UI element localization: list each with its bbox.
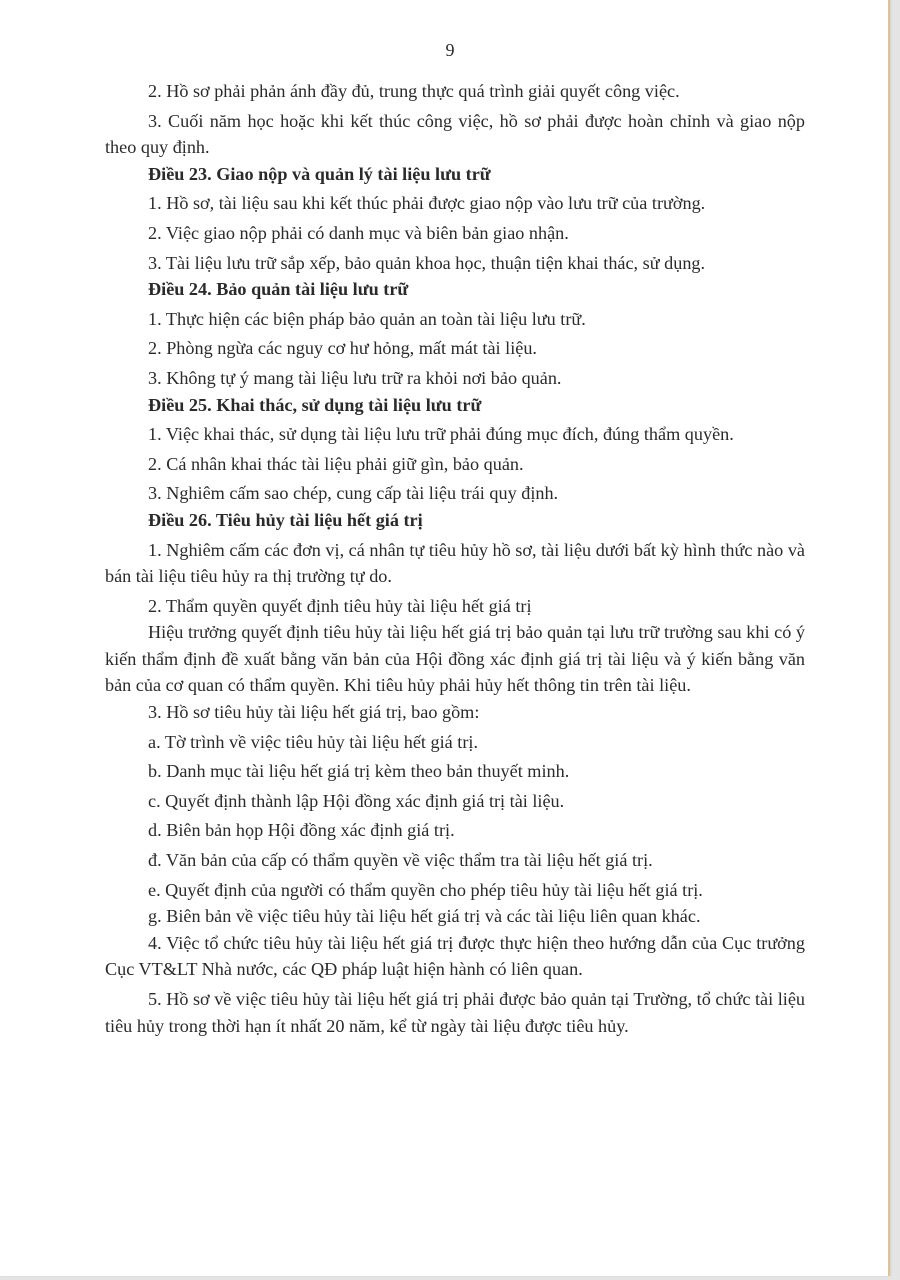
- paragraph: 1. Hồ sơ, tài liệu sau khi kết thúc phải được giao nộp vào lưu trữ của trường.: [148, 193, 706, 214]
- list-item: đ. Văn bản của cấp có thẩm quyền về việc thẩm tra tài liệu hết giá trị.: [148, 850, 653, 871]
- paragraph: 2. Phòng ngừa các nguy cơ hư hỏng, mất mát tài liệu.: [148, 338, 537, 359]
- paragraph: 2. Thẩm quyền quyết định tiêu hủy tài liệu hết giá trị: [148, 595, 532, 616]
- document-body: [105, 78, 805, 1039]
- paragraph: 3. Cuối năm học hoặc khi kết thúc công việc, hồ sơ phải được hoàn chỉnh và giao nộp theo quy định.: [105, 110, 805, 158]
- article-heading-25: Điều 25. Khai thác, sử dụng tài liệu lưu trữ: [148, 394, 482, 415]
- paragraph: 4. Việc tổ chức tiêu hủy tài liệu hết giá trị được thực hiện theo hướng dẫn của Cục trưởng Cục VT&LT Nhà nước, các QĐ pháp luật hiện hành có liên quan.: [105, 932, 805, 980]
- paragraph: 2. Việc giao nộp phải có danh mục và biên bản giao nhận.: [148, 222, 569, 243]
- paragraph: 1. Thực hiện các biện pháp bảo quản an toàn tài liệu lưu trữ.: [148, 308, 586, 329]
- article-heading-24: Điều 24. Bảo quản tài liệu lưu trữ: [148, 279, 409, 300]
- list-item: b. Danh mục tài liệu hết giá trị kèm theo bản thuyết minh.: [148, 761, 570, 782]
- list-item: d. Biên bản họp Hội đồng xác định giá trị.: [148, 820, 455, 841]
- list-item: a. Tờ trình về việc tiêu hủy tài liệu hết giá trị.: [148, 731, 478, 752]
- paragraph: 5. Hồ sơ về việc tiêu hủy tài liệu hết giá trị phải được bảo quản tại Trường, tổ chức tài liệu tiêu hủy trong thời hạn ít nhất 20 năm, kể từ ngày tài liệu được tiêu hủy.: [105, 989, 805, 1036]
- paragraph: 3. Nghiêm cấm sao chép, cung cấp tài liệu trái quy định.: [148, 483, 559, 504]
- paragraph: 1. Nghiêm cấm các đơn vị, cá nhân tự tiêu hủy hồ sơ, tài liệu dưới bất kỳ hình thức nào và bán tài liệu tiêu hủy ra thị trường tự do.: [105, 539, 805, 587]
- paragraph: Hiệu trưởng quyết định tiêu hủy tài liệu hết giá trị bảo quản tại lưu trữ trường sau khi có ý kiến thẩm định đề xuất bằng văn bản của Hội đồng xác định giá trị tài liệu và ý kiến bằng văn bản của cơ quan có thẩm quyền. Khi tiêu hủy phải hủy hết thông tin trên tài liệu.: [105, 622, 805, 696]
- list-item: g. Biên bản về việc tiêu hủy tài liệu hết giá trị và các tài liệu liên quan khác.: [148, 906, 701, 927]
- article-heading-23: Điều 23. Giao nộp và quản lý tài liệu lưu trữ: [148, 163, 491, 184]
- paragraph: 3. Tài liệu lưu trữ sắp xếp, bảo quản khoa học, thuận tiện khai thác, sử dụng.: [148, 252, 706, 273]
- page-number: 9: [445, 40, 455, 60]
- article-heading-26: Điều 26. Tiêu hủy tài liệu hết giá trị: [148, 509, 423, 530]
- paragraph: 2. Hồ sơ phải phản ánh đầy đủ, trung thực quá trình giải quyết công việc.: [148, 81, 680, 101]
- list-item: c. Quyết định thành lập Hội đồng xác định giá trị tài liệu.: [148, 790, 565, 811]
- paragraph: 1. Việc khai thác, sử dụng tài liệu lưu trữ phải đúng mục đích, đúng thẩm quyền.: [148, 424, 734, 445]
- list-item: e. Quyết định của người có thẩm quyền cho phép tiêu hủy tài liệu hết giá trị.: [148, 879, 703, 900]
- paragraph: 3. Hồ sơ tiêu hủy tài liệu hết giá trị, bao gồm:: [148, 702, 480, 723]
- paragraph: 3. Không tự ý mang tài liệu lưu trữ ra khỏi nơi bảo quản.: [148, 367, 562, 388]
- paragraph: 2. Cá nhân khai thác tài liệu phải giữ gìn, bảo quản.: [148, 453, 524, 474]
